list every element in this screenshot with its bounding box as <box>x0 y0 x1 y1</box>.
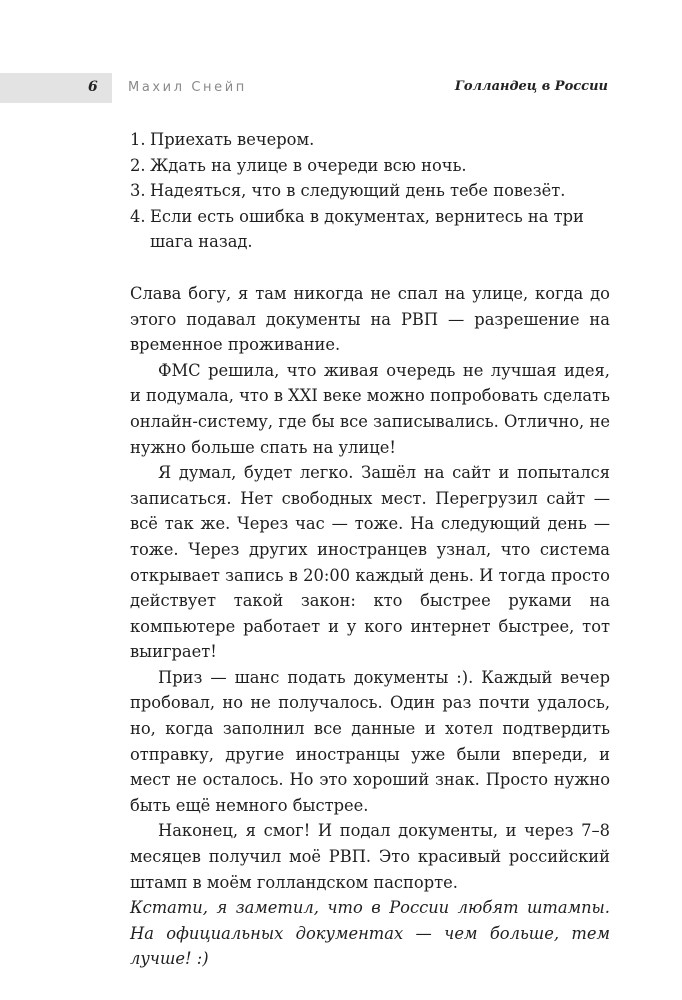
list-item-number: 3. <box>130 181 146 201</box>
list-item-number: 2. <box>130 155 146 175</box>
paragraph: Слава богу, я там никогда не спал на улице, когда до этого подавал документы на РВП — разрешение на временное проживание. <box>130 283 610 355</box>
list-item-text: Приехать вечером. <box>150 130 315 149</box>
paragraph: ФМС решила, что живая очередь не лучшая идея, и подумала, что в XXI веке можно попробовать сделать онлайн-систему, где бы все записывались. Отлично, не нужно больше спать на улице! <box>130 360 610 457</box>
running-header <box>0 73 682 103</box>
list-item-number: 4. <box>130 206 146 226</box>
book-title: Голландец в России <box>454 79 608 94</box>
list-item-number: 1. <box>130 130 146 149</box>
author-name: Махил Снейп <box>128 80 247 95</box>
list-item <box>130 178 610 204</box>
paragraph: Приз — шанс подать документы :). Каждый вечер пробовал, но не получалось. Один раз почти удалось, но, когда заполнил все данные и хотел подтвердить отправку, другие иностранцы уже были впереди, и мест не осталось. Но это хороший знак. Просто нужно быть ещё немного быстрее. <box>130 667 610 815</box>
page-body <box>130 127 610 972</box>
page-number: 6 <box>88 79 98 95</box>
body-text <box>130 281 610 972</box>
paragraph: Наконец, я смог! И подал документы, и через 7–8 месяцев получил моё РВП. Это красивый российский штамп в моём голландском паспорте. <box>130 821 610 892</box>
list-item-text: Если есть ошибка в документах, вернитесь на три шага назад. <box>150 206 584 252</box>
list-item <box>130 204 610 255</box>
list-item-text: Ждать на улице в очереди всю ночь. <box>150 155 467 175</box>
paragraph: Я думал, будет легко. Зашёл на сайт и попытался записаться. Нет свободных мест. Перегрузил сайт — всё так же. Через час — тоже. На следующий день — тоже. Через других иностранцев узнал, что система открывает запись в 20:00 каждый день. И тогда просто действует такой закон: кто быстрее руками на компьютере работает и у кого интернет быстрее, тот выиграет! <box>130 463 610 662</box>
numbered-list <box>130 127 610 255</box>
list-item <box>130 153 610 179</box>
italic-note: Кстати, я заметил, что в России любят штампы. На официальных документах — чем больше, тем лучше! :) <box>130 898 610 969</box>
list-item <box>130 127 610 153</box>
list-item-text: Надеяться, что в следующий день тебе повезёт. <box>150 181 566 201</box>
